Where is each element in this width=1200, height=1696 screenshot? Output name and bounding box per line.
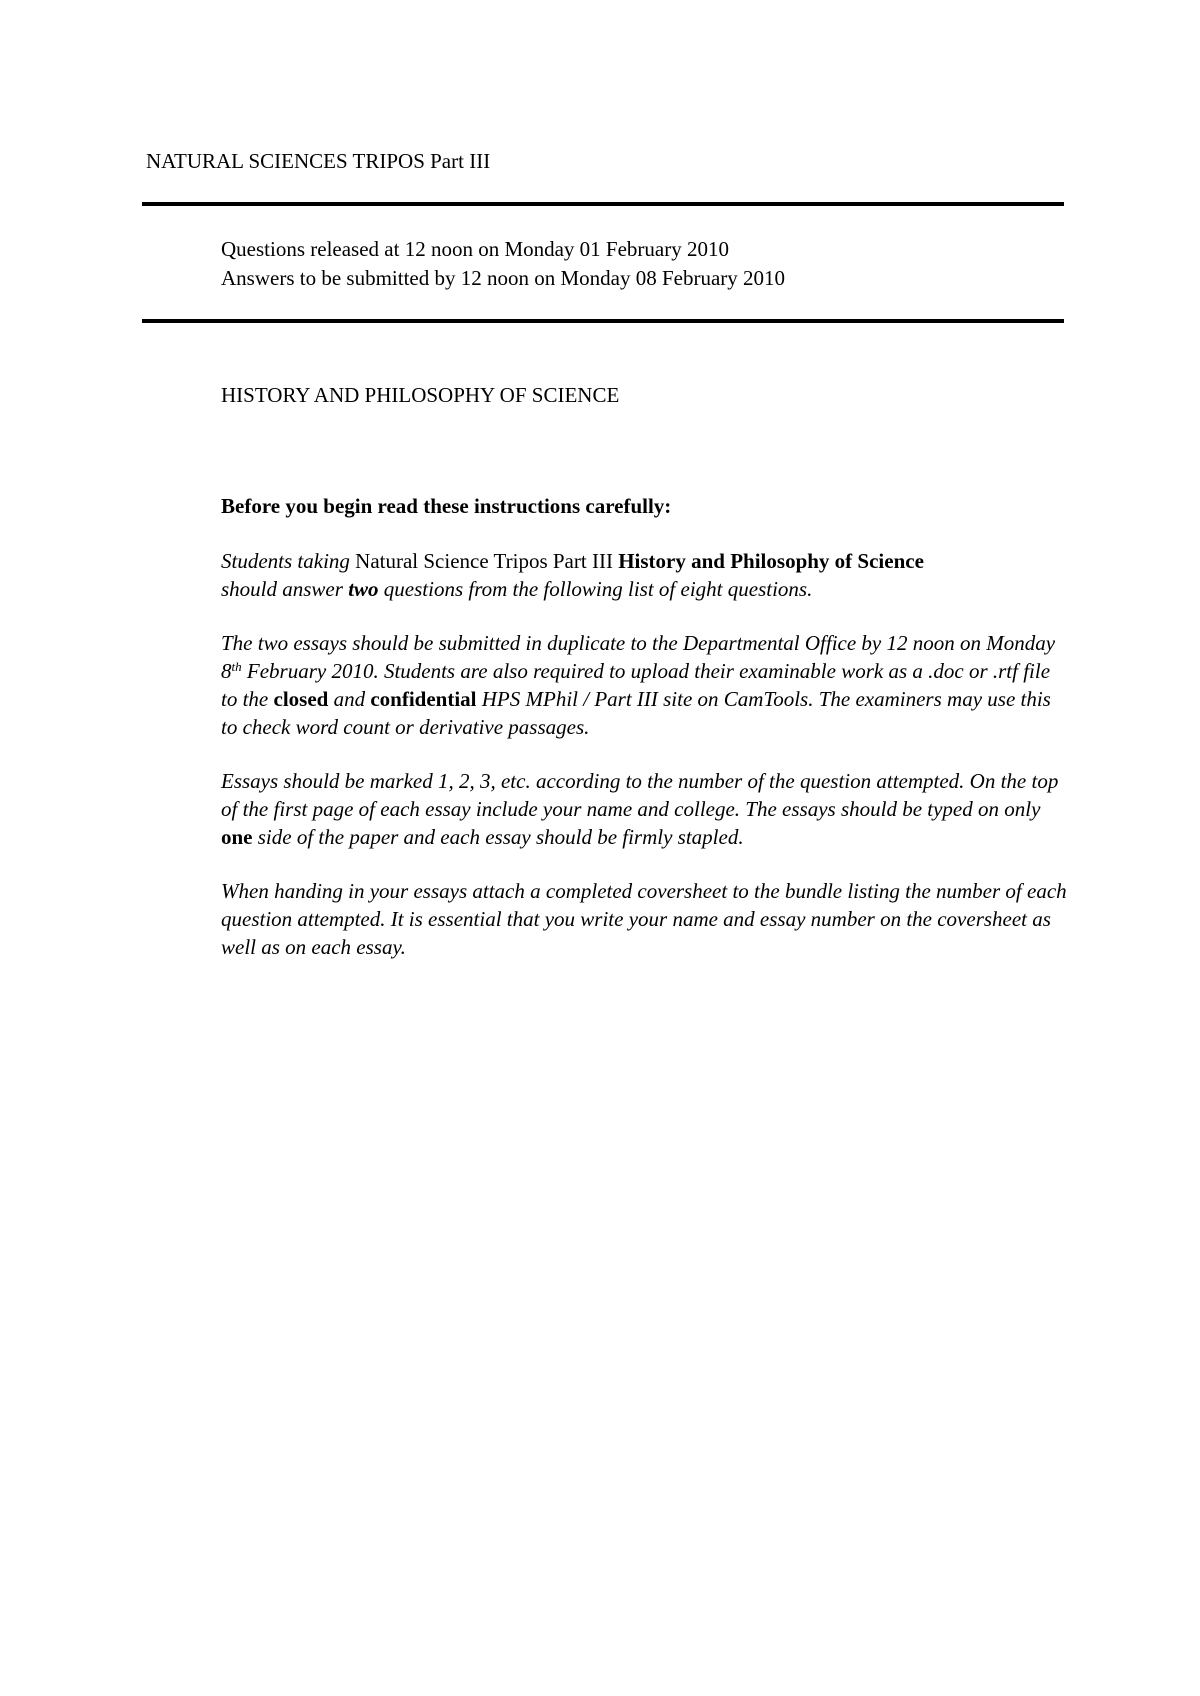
text-span: History and Philosophy of Science (618, 549, 924, 573)
instruction-paragraph-4: When handing in your essays attach a completed coversheet to the bundle listing the number of each question attempted. It is essential that you write your name and essay number on the coversheet as well as on each essay. (221, 879, 1067, 959)
instruction-paragraph-3 (221, 767, 1071, 851)
text-span: Essays should be marked 1, 2, 3, etc. according to the number of the question attempted. On the top of the first page of each essay include your name and college. The essays should be typed on only (221, 769, 1059, 821)
ordinal-superscript: th (231, 659, 242, 674)
instructions-heading: Before you begin read these instructions carefully: (221, 494, 672, 518)
text-span: and (328, 687, 371, 711)
submission-date-line: Answers to be submitted by 12 noon on Monday 08 February 2010 (221, 266, 786, 290)
text-span: two (348, 577, 379, 601)
release-date-line: Questions released at 12 noon on Monday 01 February 2010 (221, 237, 729, 261)
text-span: February 2010. Students are also required to upload their examinable work as a .doc or .rtf file to the (221, 659, 1051, 711)
top-divider (142, 202, 1064, 206)
text-span: one (221, 825, 253, 849)
text-span: side of the paper and each essay should be firmly stapled. (252, 825, 744, 849)
text-span: questions from the following list of eight questions. (378, 577, 813, 601)
instruction-paragraph-1 (221, 547, 1071, 603)
text-span: Students taking (221, 549, 350, 573)
text-span: confidential (370, 687, 477, 711)
tripos-title: NATURAL SCIENCES TRIPOS Part III (146, 149, 491, 173)
text-span: Natural Science Tripos Part III (349, 549, 619, 573)
text-span: should answer (221, 577, 349, 601)
text-span: HPS MPhil / Part III site on CamTools. The examiners may use this to check word count or derivative passages. (221, 687, 1051, 739)
instruction-paragraph-2 (221, 629, 1071, 741)
subject-title: HISTORY AND PHILOSOPHY OF SCIENCE (221, 383, 620, 407)
bottom-divider (142, 319, 1064, 323)
text-span: closed (273, 687, 329, 711)
instructions-block (221, 492, 1071, 987)
text-span: The two essays should be submitted in duplicate to the Departmental Office by 12 noon on Monday 8 (221, 631, 1056, 683)
dates-block (221, 235, 785, 293)
